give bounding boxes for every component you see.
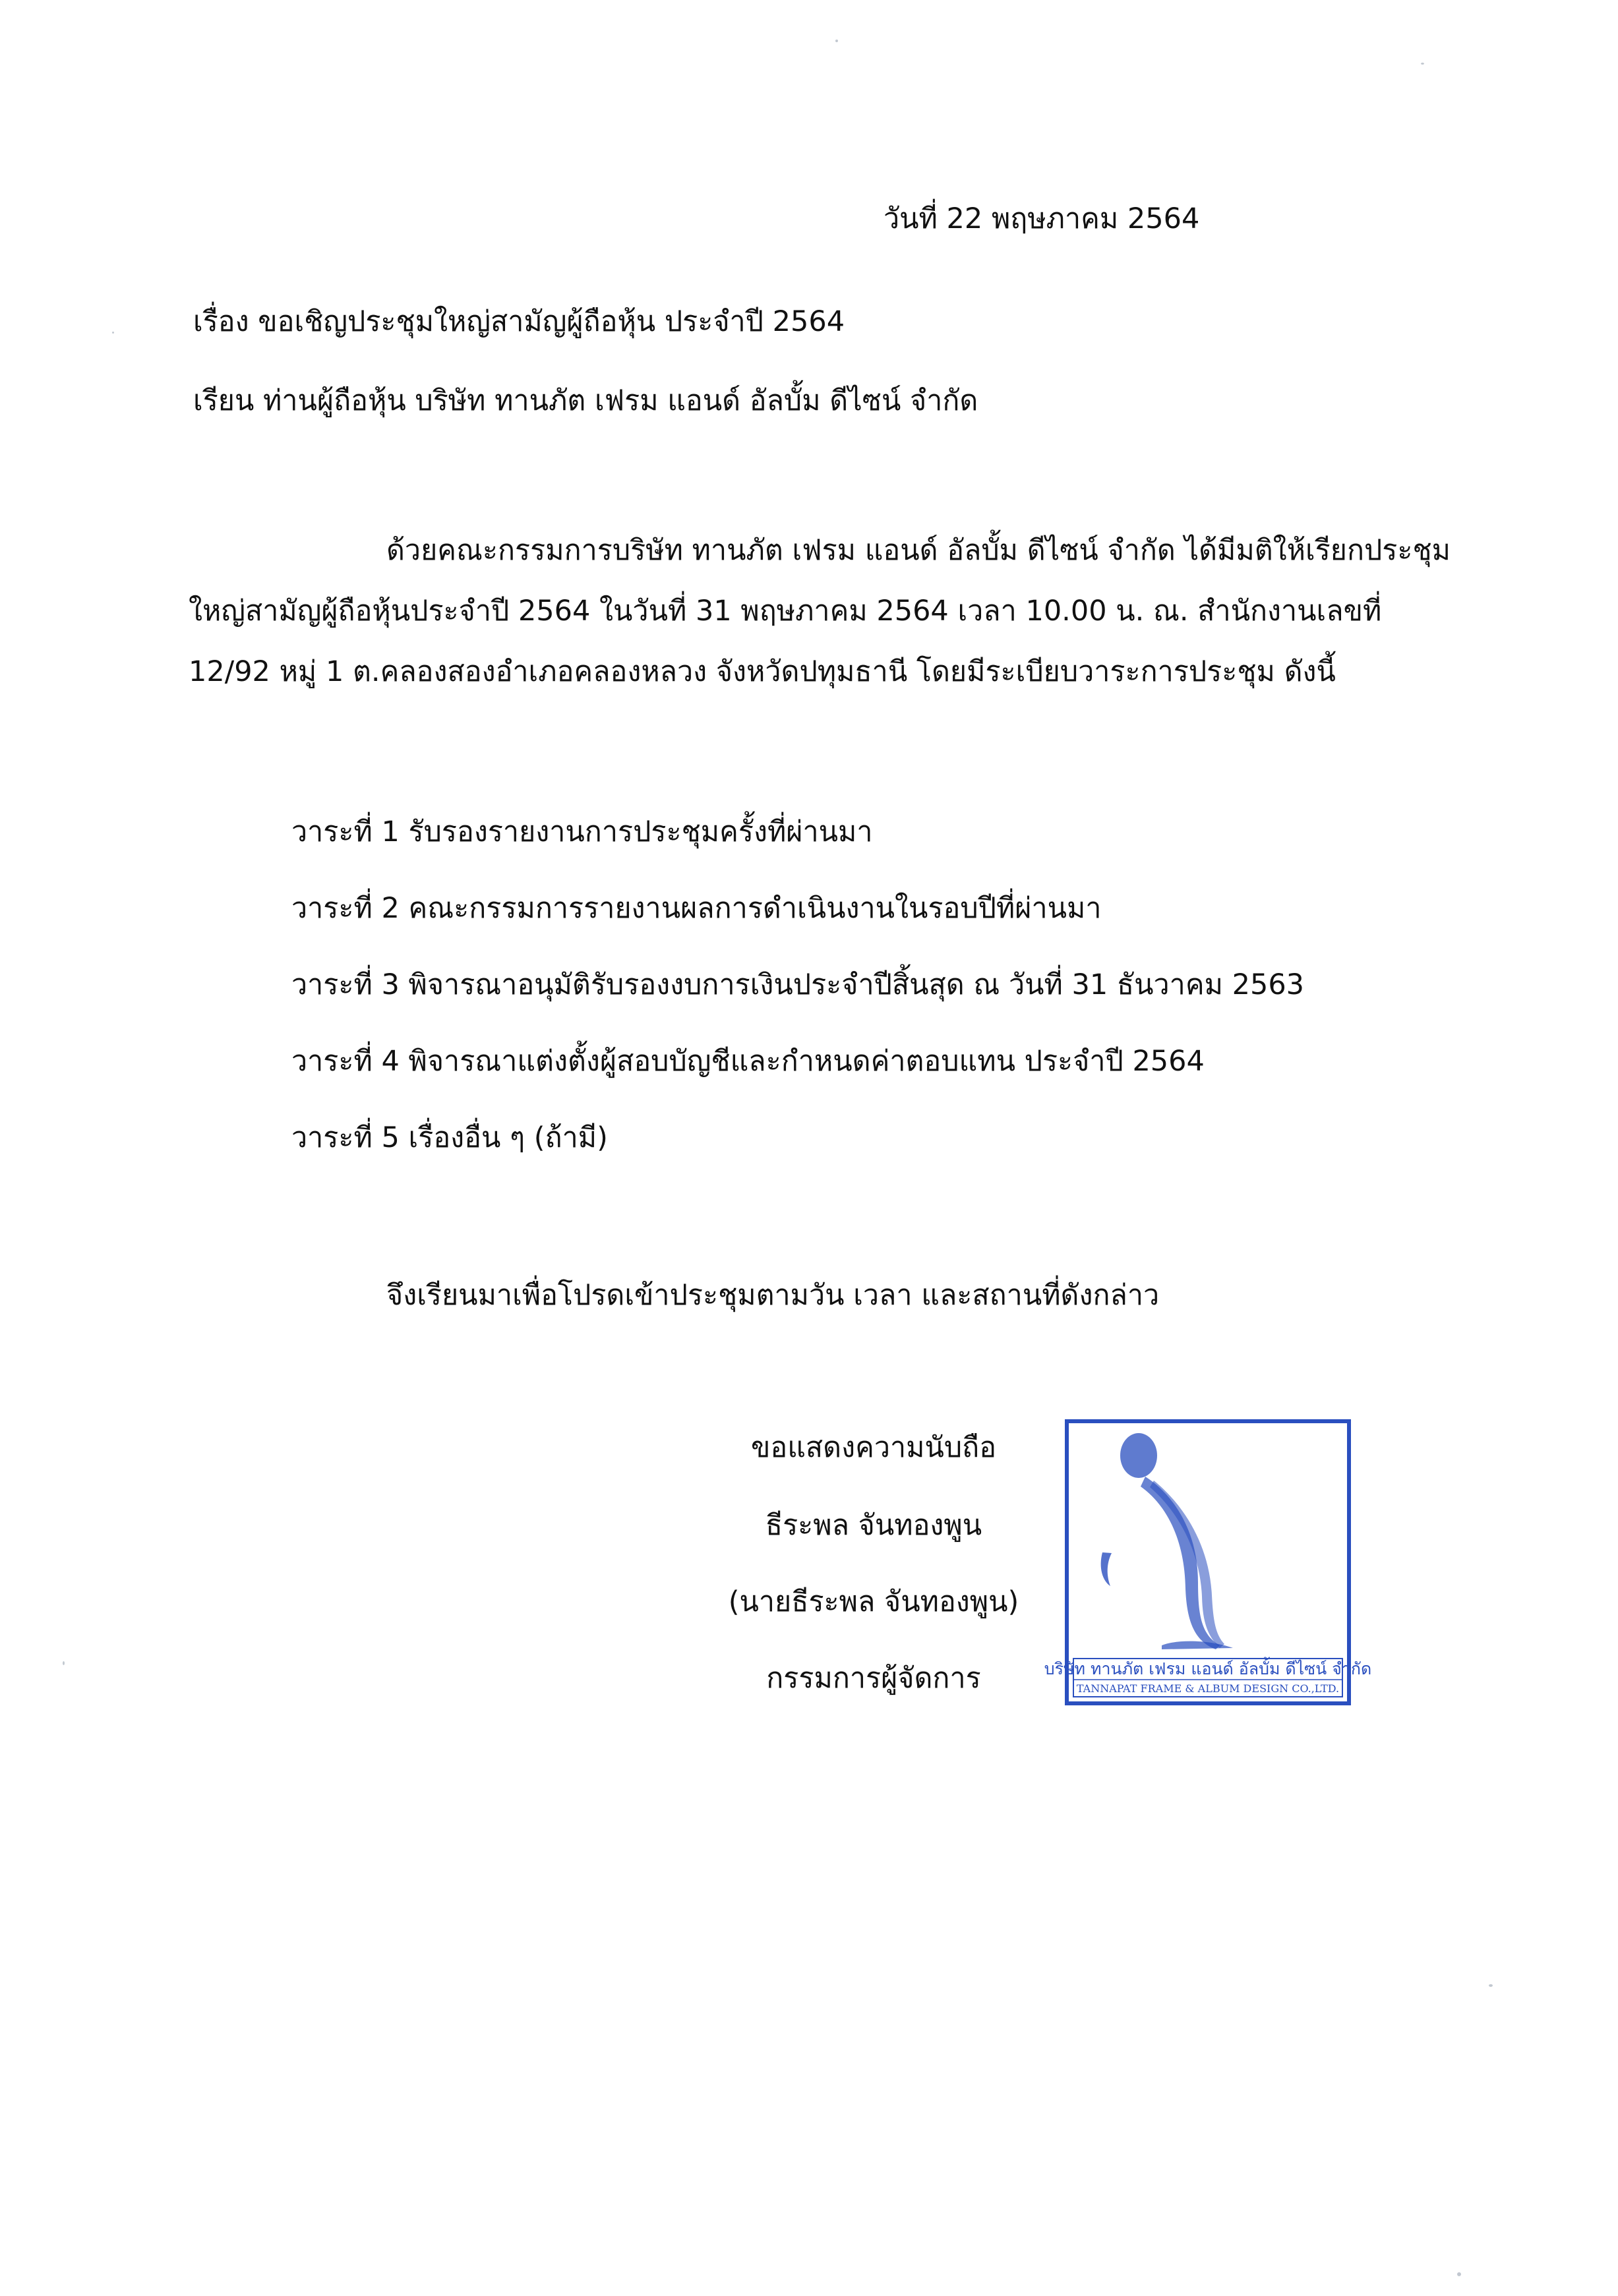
agenda-item: วาระที่ 3 พิจารณาอนุมัติรับรองงบการเงินประจำปีสิ้นสุด ณ วันที่ 31 ธันวาคม 2563 — [291, 968, 1305, 1001]
letter-recipient: เรียน ท่านผู้ถือหุ้น บริษัท ทานภัต เฟรม แอนด์ อัลบั้ม ดีไซน์ จำกัด — [193, 384, 978, 417]
body-line-3: 12/92 หมู่ 1 ต.คลองสองอำเภอคลองหลวง จังหวัดปทุมธานี โดยมีระเบียบวาระการประชุม ดังนี้ — [189, 655, 1336, 688]
seal-figure-icon — [1101, 1433, 1233, 1649]
body-line-1: ด้วยคณะกรรมการบริษัท ทานภัต เฟรม แอนด์ อัลบั้ม ดีไซน์ จำกัด ได้มีมติให้เรียกประชุม — [386, 534, 1451, 567]
agenda-item: วาระที่ 1 รับรองรายงานการประชุมครั้งที่ผ่านมา — [291, 815, 873, 848]
scan-speck — [835, 40, 838, 42]
seal-text-en: TANNAPAT FRAME & ALBUM DESIGN CO.,LTD. — [1076, 1682, 1340, 1695]
signature-full-name: (นายธีระพล จันทองพูน) — [728, 1585, 1019, 1618]
agenda-item: วาระที่ 2 คณะกรรมการรายงานผลการดำเนินงานในรอบปีที่ผ่านมา — [291, 892, 1102, 925]
signature-salutation: ขอแสดงความนับถือ — [750, 1431, 997, 1464]
letter-subject: เรื่อง ขอเชิญประชุมใหญ่สามัญผู้ถือหุ้น ประจำปี 2564 — [193, 305, 845, 338]
closing-line: จึงเรียนมาเพื่อโปรดเข้าประชุมตามวัน เวลา และสถานที่ดังกล่าว — [386, 1279, 1160, 1312]
letter-date: วันที่ 22 พฤษภาคม 2564 — [884, 202, 1200, 235]
scan-speck — [1421, 63, 1424, 65]
agenda-item: วาระที่ 5 เรื่องอื่น ๆ (ถ้ามี) — [291, 1121, 608, 1154]
company-seal-stamp — [1044, 1417, 1372, 1707]
agenda-item: วาระที่ 4 พิจารณาแต่งตั้งผู้สอบบัญชีและกำหนดค่าตอบแทน ประจำปี 2564 — [291, 1045, 1205, 1078]
signature-title: กรรมการผู้จัดการ — [766, 1662, 981, 1695]
body-line-2: ใหญ่สามัญผู้ถือหุ้นประจำปี 2564 ในวันที่ 31 พฤษภาคม 2564 เวลา 10.00 น. ณ. สำนักงานเลขที่ — [189, 595, 1382, 628]
seal-text-th: บริษัท ทานภัต เฟรม แอนด์ อัลบั้ม ดีไซน์ จำกัด — [1044, 1659, 1372, 1678]
scan-speck — [1457, 2272, 1461, 2276]
signature-name: ธีระพล จันทองพูน — [765, 1509, 982, 1542]
scan-speck — [63, 1661, 65, 1665]
scan-speck — [112, 332, 114, 334]
scan-speck — [1489, 1984, 1493, 1987]
